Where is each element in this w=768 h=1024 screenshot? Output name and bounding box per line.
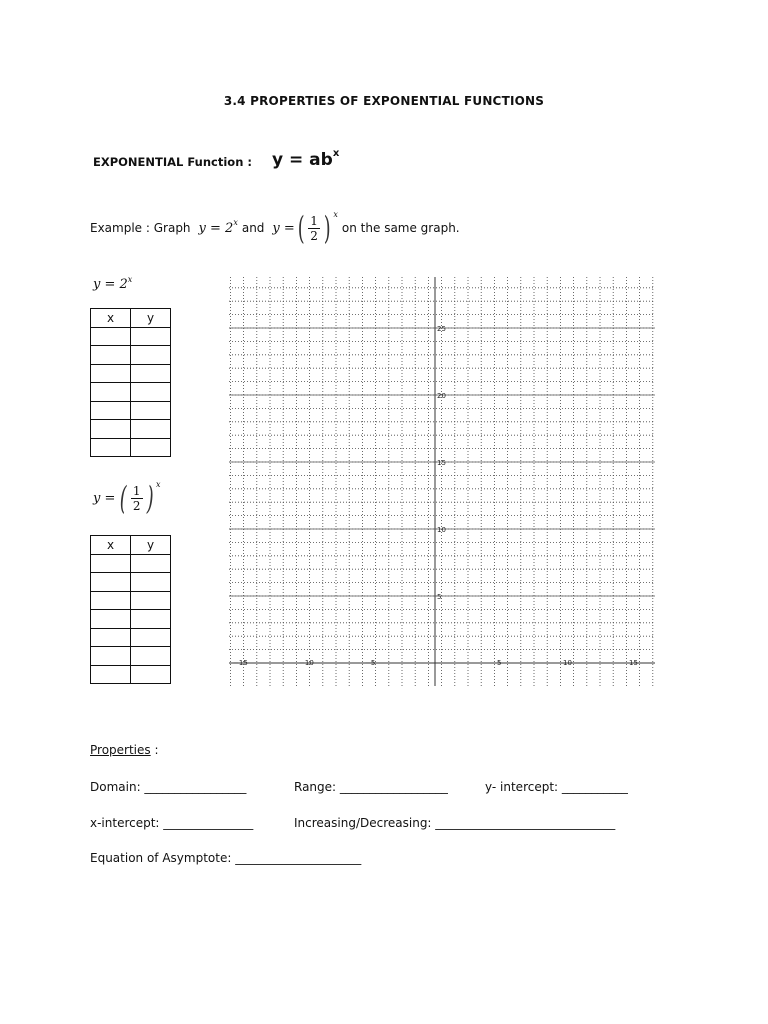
table2-label-exp: x [155, 479, 161, 489]
cell-x[interactable] [91, 591, 131, 610]
y-tick-label: 10 [437, 526, 446, 534]
right-paren-icon: ) [323, 209, 331, 247]
graph-svg [229, 277, 655, 686]
cell-y[interactable] [131, 591, 171, 610]
cell-x[interactable] [91, 647, 131, 666]
exponential-function-label: EXPONENTIAL Function : [93, 155, 252, 169]
exponential-formula [272, 150, 339, 170]
table-row[interactable] [91, 327, 171, 346]
cell-x[interactable] [91, 346, 131, 365]
y-tick-label: 15 [437, 459, 446, 467]
eq2-lhs: y = [272, 220, 295, 236]
example-line [90, 209, 460, 247]
cell-y[interactable] [131, 573, 171, 592]
x-tick-label: 10 [563, 659, 572, 667]
cell-y[interactable] [131, 401, 171, 420]
cell-y[interactable] [131, 364, 171, 383]
eq1-exp: x [233, 217, 238, 227]
x-tick-label: −15 [233, 659, 248, 667]
header-x: x [91, 309, 131, 328]
header-y: y [131, 536, 171, 555]
table-row[interactable] [91, 383, 171, 402]
cell-x[interactable] [91, 383, 131, 402]
cell-x[interactable] [91, 573, 131, 592]
table2-xy [90, 535, 171, 684]
x-tick-label: −10 [299, 659, 314, 667]
cell-x[interactable] [91, 327, 131, 346]
cell-y[interactable] [131, 327, 171, 346]
properties-heading [90, 743, 159, 757]
table-row[interactable] [91, 420, 171, 439]
cell-x[interactable] [91, 665, 131, 684]
cell-x[interactable] [91, 438, 131, 457]
cell-y[interactable] [131, 628, 171, 647]
cell-y[interactable] [131, 665, 171, 684]
table1-label [93, 277, 132, 292]
cell-x[interactable] [91, 364, 131, 383]
x-tick-label: 5 [497, 659, 502, 667]
cell-y[interactable] [131, 346, 171, 365]
cell-x[interactable] [91, 610, 131, 629]
table-header-row [91, 309, 171, 328]
formula-exponent: x [332, 148, 340, 160]
page-title: 3.4 PROPERTIES OF EXPONENTIAL FUNCTIONS [223, 94, 545, 108]
example-suffix: on the same graph. [341, 221, 460, 235]
table-row[interactable] [91, 591, 171, 610]
y-intercept-field[interactable]: y- intercept: ___________ [485, 780, 628, 794]
table-row[interactable] [91, 438, 171, 457]
and-text: and [241, 221, 265, 235]
example-prefix: Example : Graph [90, 221, 191, 235]
right-paren-icon: ) [146, 479, 154, 517]
table2-label-lhs: y = [93, 490, 116, 506]
properties-colon: : [154, 743, 159, 757]
cell-y[interactable] [131, 420, 171, 439]
cell-x[interactable] [91, 401, 131, 420]
cell-y[interactable] [131, 610, 171, 629]
left-paren-icon: ( [120, 479, 128, 517]
cell-y[interactable] [131, 383, 171, 402]
frac-numerator: 1 [132, 483, 141, 498]
table1-label-exp: x [127, 275, 133, 284]
cell-y[interactable] [131, 647, 171, 666]
cell-x[interactable] [91, 420, 131, 439]
table-row[interactable] [91, 665, 171, 684]
domain-field[interactable]: Domain: _________________ [90, 780, 247, 794]
left-paren-icon: ( [297, 209, 305, 247]
frac-denominator: 2 [310, 228, 318, 243]
table-header-row [91, 536, 171, 555]
table-row[interactable] [91, 554, 171, 573]
table1-xy [90, 308, 171, 457]
eq1-lhs: y = 2 [198, 220, 234, 236]
cell-y[interactable] [131, 438, 171, 457]
x-tick-label: −5 [365, 659, 376, 667]
graph-grid[interactable] [229, 277, 655, 686]
table-row[interactable] [91, 610, 171, 629]
table-row[interactable] [91, 647, 171, 666]
table-row[interactable] [91, 346, 171, 365]
y-tick-label: 25 [437, 325, 446, 333]
properties-heading-text: Properties [90, 743, 151, 757]
cell-y[interactable] [131, 554, 171, 573]
table1-label-lhs: y = 2 [93, 277, 128, 292]
header-y: y [131, 309, 171, 328]
x-tick-label: 15 [629, 659, 638, 667]
x-intercept-field[interactable]: x-intercept: _______________ [90, 816, 254, 830]
example-fraction [308, 214, 320, 243]
table2-label [93, 479, 161, 517]
increasing-decreasing-field[interactable]: Increasing/Decreasing: ______________________________ [294, 816, 616, 830]
table-row[interactable] [91, 401, 171, 420]
table-row[interactable] [91, 573, 171, 592]
table-row[interactable] [91, 628, 171, 647]
cell-x[interactable] [91, 554, 131, 573]
y-tick-label: 5 [437, 593, 442, 601]
header-x: x [91, 536, 131, 555]
range-field[interactable]: Range: __________________ [294, 780, 448, 794]
formula-base: y = ab [272, 150, 333, 170]
table2-fraction [131, 484, 143, 513]
asymptote-field[interactable]: Equation of Asymptote: _____________________ [90, 851, 362, 865]
cell-x[interactable] [91, 628, 131, 647]
eq2-exp: x [333, 209, 338, 219]
frac-denominator: 2 [132, 498, 141, 513]
example-eq1 [198, 217, 238, 236]
y-tick-label: 20 [437, 392, 446, 400]
table-row[interactable] [91, 364, 171, 383]
frac-numerator: 1 [310, 213, 318, 228]
